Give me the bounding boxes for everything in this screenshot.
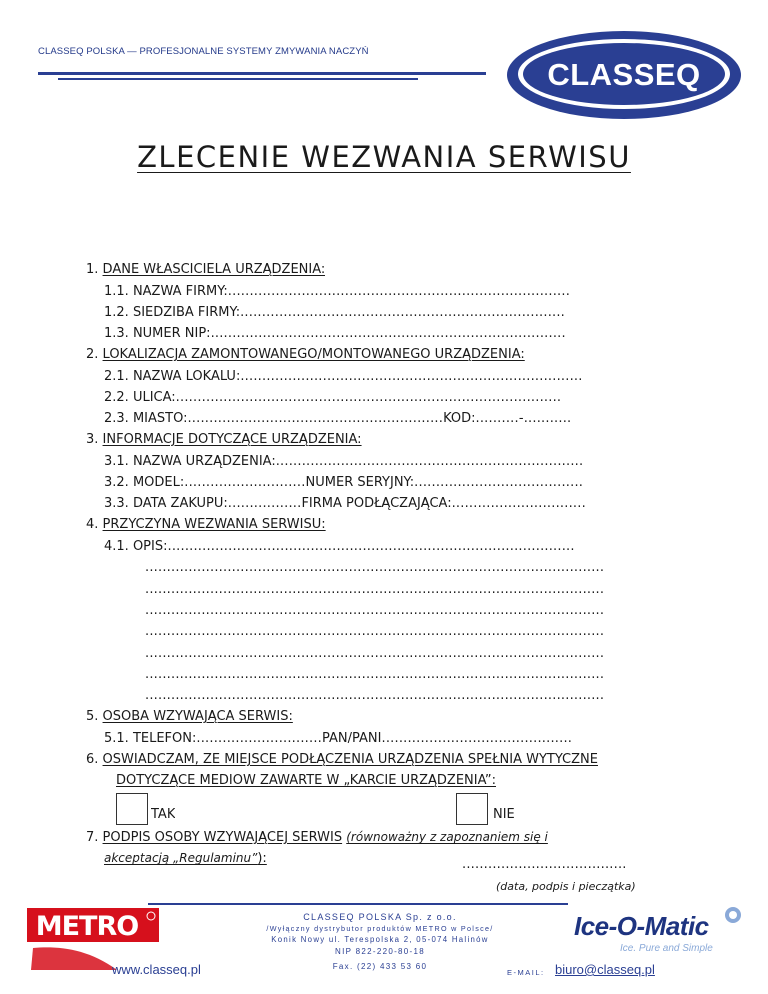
field-nip[interactable]: 1.3. NUMER NIP:.................................................................................. [104,326,566,341]
field-company-seat[interactable]: 1.2. SIEDZIBA FIRMY:........................................................................... [104,305,566,320]
description-line[interactable]: .......................................................................................................... [145,667,605,682]
section-1-heading: 1. DANE WŁAŚCICIELA URZĄDZENIA: [86,262,326,277]
section-3-heading: 3. INFORMACJE DOTYCZĄCE URZĄDZENIA: [86,432,362,447]
description-line[interactable]: .......................................................................................................... [145,688,605,703]
field-venue-name[interactable]: 2.1. NAZWA LOKALU:............................................................................... [104,369,583,384]
field-description[interactable]: 4.1. OPIS:.............................................................................................. [104,539,575,554]
label-nie: NIE [493,807,515,822]
footer-distributor: /Wyłączny dystrybutor produktów METRO w Polsce/ [266,924,494,933]
section-7-heading: 7. PODPIS OSOBY WZYWAJĄCEJ SERWIS (równoważny z zapoznaniem się i [86,830,548,845]
section-6-heading: 6. OŚWIADCZAM, ŻE MIEJSCE PODŁĄCZENIA URZĄDZENIA SPEŁNIA WYTYCZNE [86,752,598,767]
footer-company: CLASSEQ POLSKA Sp. z o.o. [303,912,457,922]
classeq-logo-text: CLASSEQ [547,57,701,92]
header-divider-2 [58,78,418,80]
footer-fax: Fax. (22) 433 53 60 [332,962,428,971]
ice-o-matic-logo-text: Ice-O-Matic [574,911,709,941]
section-2-heading: 2. LOKALIZACJA ZAMONTOWANEGO/MONTOWANEGO URZĄDZENIA: [86,347,525,362]
label-tak: TAK [151,807,176,822]
footer-email[interactable]: biuro@classeq.pl [555,962,655,977]
signature-line[interactable]: ...................................... [462,857,627,872]
field-device-name[interactable]: 3.1. NAZWA URZĄDZENIA:....................................................................... [104,454,584,469]
checkbox-nie[interactable] [456,793,488,825]
field-purchase-installer[interactable]: 3.3. DATA ZAKUPU:.................FIRMA PODŁĄCZAJĄCA:............................... [104,496,586,511]
field-model-serial[interactable]: 3.2. MODEL:............................NUMER SERYJNY:....................................... [104,475,584,490]
description-line[interactable]: .......................................................................................................... [145,603,605,618]
section-5-heading: 5. OSOBA WZYWAJĄCA SERWIS: [86,709,293,724]
footer-email-label: E-MAIL: [507,968,545,977]
metro-logo-text: METRO [35,911,139,942]
footer-website[interactable]: www.classeq.pl [112,962,201,977]
section-6-heading-cont: DOTYCZĄCE MEDIÓW ZAWARTE W „KARCIE URZĄDZENIA”: [116,773,497,788]
section-7-heading-cont: akceptacją „Regulaminu”): [104,851,267,866]
checkbox-tak[interactable] [116,793,148,825]
description-line[interactable]: .......................................................................................................... [145,624,605,639]
footer-nip: NIP 822-220-80-18 [335,947,425,956]
header-company-line: CLASSEQ POLSKA — PROFESJONALNE SYSTEMY ZMYWANIA NACZYŃ [38,46,369,57]
footer-address: Konik Nowy ul. Terespolska 2, 05-074 Halinów [271,935,489,944]
description-line[interactable]: .......................................................................................................... [145,646,605,661]
page-title: ZLECENIE WEZWANIA SERWISU [137,140,631,174]
field-city-postcode[interactable]: 2.3. MIASTO:...........................................................KOD:..........-........... [104,411,572,426]
field-company-name[interactable]: 1.1. NAZWA FIRMY:............................................................................... [104,284,571,299]
classeq-logo [505,28,743,123]
footer-divider [148,903,568,905]
description-line[interactable]: .......................................................................................................... [145,582,605,597]
field-street[interactable]: 2.2. ULICA:......................................................................................... [104,390,562,405]
header-divider [38,72,486,75]
signature-caption: (data, podpis i pieczątka) [496,880,636,893]
ice-o-matic-tagline: Ice. Pure and Simple [620,943,713,954]
description-line[interactable]: .......................................................................................................... [145,560,605,575]
ice-o-matic-logo [572,905,744,957]
field-phone-person[interactable]: 5.1. TELEFON:.............................PAN/PANI............................................ [104,731,573,746]
section-4-heading: 4. PRZYCZYNA WEZWANIA SERWISU: [86,517,326,532]
